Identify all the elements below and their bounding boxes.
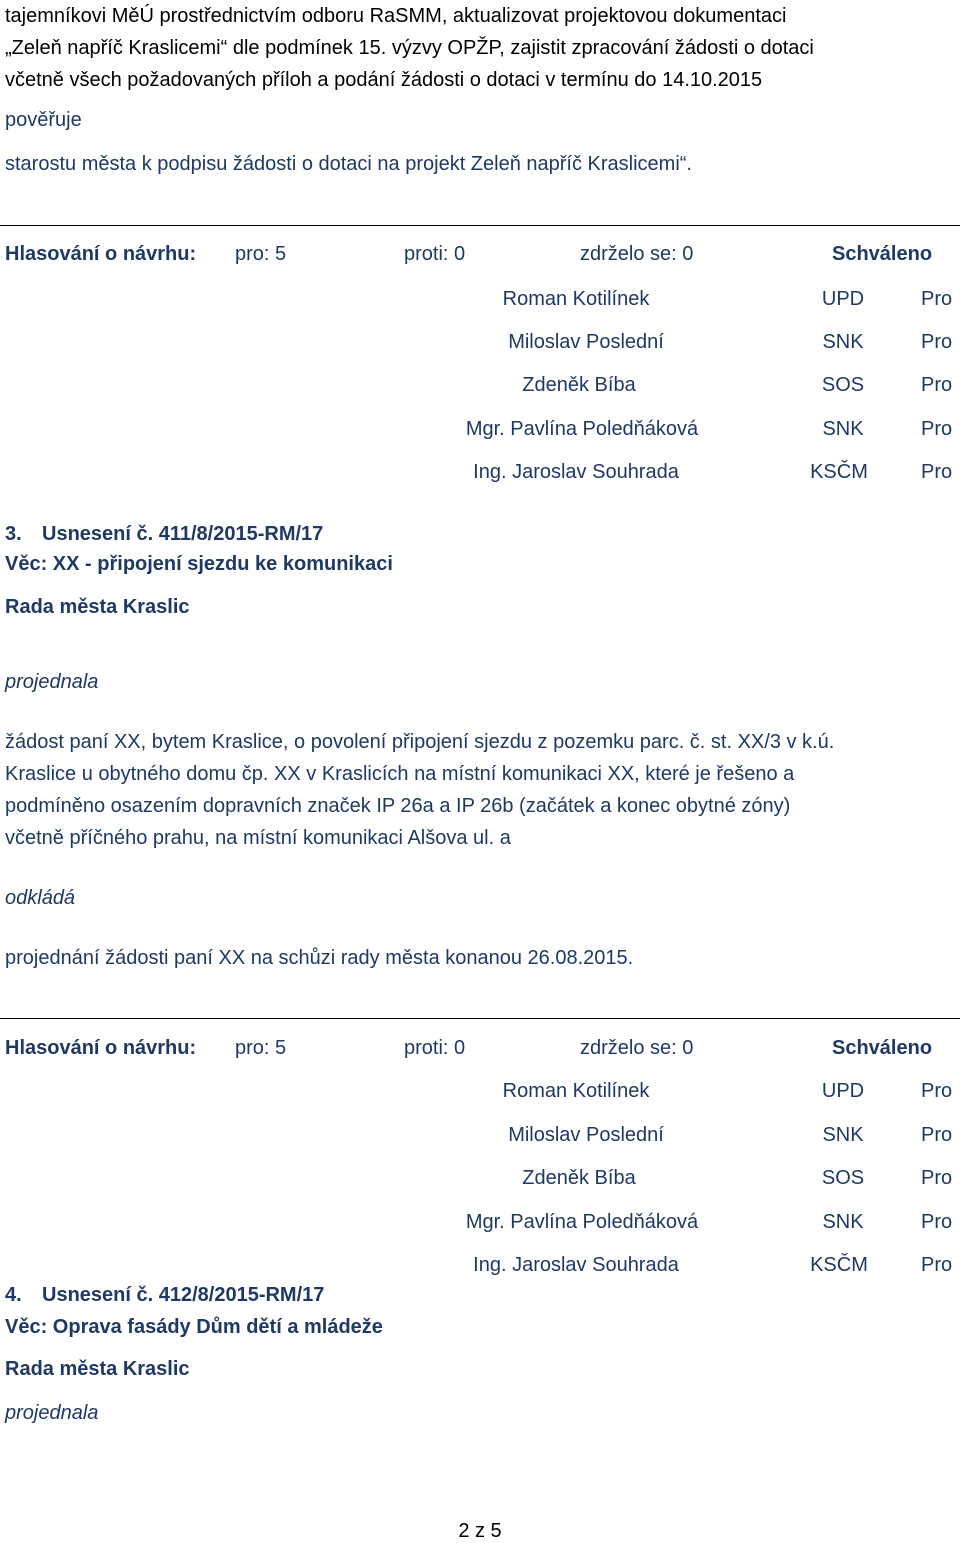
member-name: Roman Kotilínek	[502, 288, 650, 310]
member-vote: Pro	[921, 461, 953, 483]
vote-result: Schváleno	[832, 1037, 933, 1059]
member-vote: Pro	[921, 1124, 953, 1146]
paragraph-line: podmíněno osazením dopravních značek IP 26a a IP 26b (začátek a konec obytné zóny)	[5, 795, 791, 817]
verb-projednala: projednala	[5, 671, 99, 693]
member-party: SNK	[822, 331, 864, 353]
resolution-subject: Věc: XX - připojení sjezdu ke komunikaci	[5, 553, 393, 575]
member-name: Mgr. Pavlína Poledňáková	[465, 1211, 699, 1233]
member-party: SNK	[822, 1211, 864, 1233]
member-party: UPD	[821, 288, 865, 310]
paragraph-line: Kraslice u obytného domu čp. XX v Kraslicích na místní komunikaci XX, které je řešeno a	[5, 763, 795, 785]
member-vote: Pro	[921, 1167, 953, 1189]
member-vote: Pro	[921, 331, 953, 353]
vote-zdrzelo: zdrželo se: 0	[580, 243, 694, 265]
member-party: SNK	[822, 1124, 864, 1146]
vote-pro: pro: 5	[235, 1037, 287, 1059]
divider-1	[0, 225, 960, 226]
resolution-title: Usnesení č. 412/8/2015-RM/17	[42, 1284, 325, 1306]
verb-projednala: projednala	[5, 1402, 99, 1424]
member-name: Zdeněk Bíba	[522, 1167, 636, 1189]
vote-proti: proti: 0	[404, 243, 466, 265]
vote-pro: pro: 5	[235, 243, 287, 265]
member-party: SOS	[821, 1167, 865, 1189]
vote-zdrzelo: zdrželo se: 0	[580, 1037, 694, 1059]
intro-line-4: starostu města k podpisu žádosti o dotaci na projekt Zeleň napříč Kraslicemi“.	[5, 153, 692, 175]
member-name: Miloslav Poslední	[508, 1124, 664, 1146]
member-party: KSČM	[810, 461, 868, 483]
council-name: Rada města Kraslic	[5, 1358, 190, 1380]
member-party: SOS	[821, 374, 865, 396]
member-vote: Pro	[921, 1211, 953, 1233]
member-name: Miloslav Poslední	[508, 331, 664, 353]
vote-result: Schváleno	[832, 243, 933, 265]
member-vote: Pro	[921, 418, 953, 440]
member-name: Zdeněk Bíba	[522, 374, 636, 396]
member-vote: Pro	[921, 1254, 953, 1276]
member-name: Ing. Jaroslav Souhrada	[473, 461, 679, 483]
intro-line-1: tajemníkovi MěÚ prostřednictvím odboru RaSMM, aktualizovat projektovou dokumentaci	[5, 5, 787, 27]
vote-label: Hlasování o návrhu:	[5, 1037, 197, 1059]
vote-label: Hlasování o návrhu:	[5, 243, 197, 265]
member-name: Ing. Jaroslav Souhrada	[473, 1254, 679, 1276]
page-number: 2 z 5	[458, 1520, 502, 1542]
divider-2	[0, 1018, 960, 1019]
member-party: SNK	[822, 418, 864, 440]
resolution-subject: Věc: Oprava fasády Dům dětí a mládeže	[5, 1316, 383, 1338]
member-vote: Pro	[921, 1080, 953, 1102]
intro-line-2: „Zeleň napříč Kraslicemi“ dle podmínek 15. výzvy OPŽP, zajistit zpracování žádosti o dotaci	[5, 37, 814, 59]
member-vote: Pro	[921, 374, 953, 396]
vote-proti: proti: 0	[404, 1037, 466, 1059]
verb-odklada: odkládá	[5, 887, 76, 909]
paragraph-decision: projednání žádosti paní XX na schůzi rady města konanou 26.08.2015.	[5, 947, 634, 969]
intro-verb: pověřuje	[5, 109, 82, 131]
resolution-title: Usnesení č. 411/8/2015-RM/17	[42, 523, 324, 545]
paragraph-line: žádost paní XX, bytem Kraslice, o povolení připojení sjezdu z pozemku parc. č. st. XX/3 v k.ú.	[5, 731, 835, 753]
resolution-number: 3.	[5, 523, 22, 545]
member-name: Roman Kotilínek	[502, 1080, 650, 1102]
member-party: KSČM	[810, 1254, 868, 1276]
member-name: Mgr. Pavlína Poledňáková	[465, 418, 699, 440]
member-vote: Pro	[921, 288, 953, 310]
paragraph-line: včetně příčného prahu, na místní komunikaci Alšova ul. a	[5, 827, 511, 849]
resolution-number: 4.	[5, 1284, 22, 1306]
member-party: UPD	[821, 1080, 865, 1102]
council-name: Rada města Kraslic	[5, 596, 190, 618]
intro-line-3: včetně všech požadovaných příloh a podání žádosti o dotaci v termínu do 14.10.2015	[5, 69, 763, 91]
